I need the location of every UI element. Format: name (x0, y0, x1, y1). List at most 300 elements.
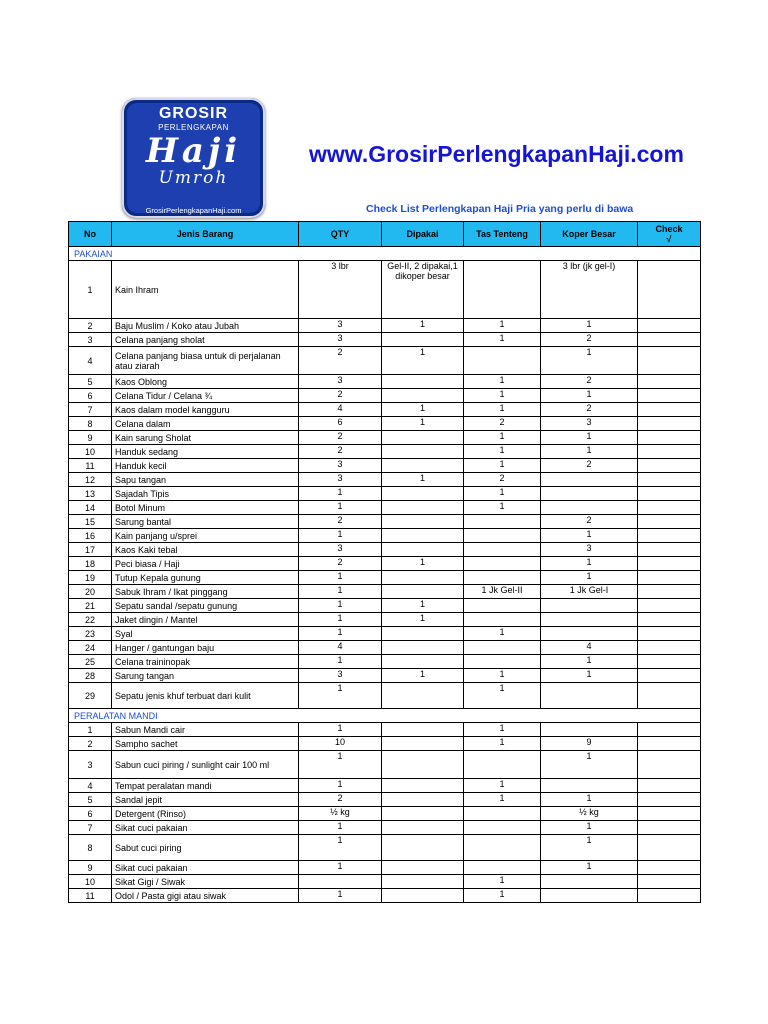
table-row (69, 487, 701, 501)
cell-qty: 10 (299, 737, 382, 751)
cell-check[interactable] (638, 319, 701, 333)
cell-qty: 3 (299, 333, 382, 347)
cell-tas-tenteng: 1 (464, 459, 541, 473)
cell-tas-tenteng (464, 557, 541, 571)
cell-dipakai (382, 333, 464, 347)
cell-check[interactable] (638, 445, 701, 459)
cell-koper-besar: 1 (541, 529, 638, 543)
cell-qty: 3 (299, 459, 382, 473)
table-row (69, 333, 701, 347)
table-row (69, 473, 701, 487)
cell-koper-besar (541, 613, 638, 627)
table-row (69, 543, 701, 557)
cell-tas-tenteng: 1 Jk Gel-II (464, 585, 541, 599)
cell-dipakai: 1 (382, 417, 464, 431)
cell-no: 5 (69, 793, 112, 807)
cell-qty: 1 (299, 751, 382, 779)
cell-check[interactable] (638, 751, 701, 779)
cell-koper-besar: 2 (541, 403, 638, 417)
table-row (69, 875, 701, 889)
cell-item: Hanger / gantungan baju (112, 641, 299, 655)
cell-koper-besar: 3 (541, 543, 638, 557)
cell-koper-besar (541, 487, 638, 501)
cell-no: 4 (69, 779, 112, 793)
cell-check[interactable] (638, 613, 701, 627)
cell-check[interactable] (638, 821, 701, 835)
cell-koper-besar (541, 599, 638, 613)
cell-check[interactable] (638, 807, 701, 821)
cell-koper-besar: 1 (541, 571, 638, 585)
table-row (69, 403, 701, 417)
cell-tas-tenteng: 1 (464, 889, 541, 903)
cell-dipakai (382, 375, 464, 389)
cell-item: Tempat peralatan mandi (112, 779, 299, 793)
table-row (69, 445, 701, 459)
cell-check[interactable] (638, 347, 701, 375)
cell-qty: 1 (299, 627, 382, 641)
cell-koper-besar: 3 (541, 417, 638, 431)
cell-item: Sandal jepit (112, 793, 299, 807)
cell-no: 21 (69, 599, 112, 613)
cell-no: 22 (69, 613, 112, 627)
cell-no: 14 (69, 501, 112, 515)
cell-qty: 3 (299, 543, 382, 557)
cell-check[interactable] (638, 779, 701, 793)
cell-item: Celana panjang sholat (112, 333, 299, 347)
cell-no: 8 (69, 417, 112, 431)
cell-item: Sepatu sandal /sepatu gunung (112, 599, 299, 613)
cell-dipakai (382, 627, 464, 641)
cell-tas-tenteng (464, 543, 541, 557)
brand-logo (122, 98, 265, 218)
table-row (69, 861, 701, 875)
cell-no: 16 (69, 529, 112, 543)
table-row (69, 627, 701, 641)
cell-tas-tenteng (464, 821, 541, 835)
cell-tas-tenteng: 1 (464, 875, 541, 889)
cell-koper-besar: ½ kg (541, 807, 638, 821)
table-row (69, 751, 701, 779)
cell-tas-tenteng: 2 (464, 417, 541, 431)
cell-item: Handuk sedang (112, 445, 299, 459)
cell-item: Handuk kecil (112, 459, 299, 473)
cell-dipakai (382, 501, 464, 515)
cell-koper-besar: 1 (541, 669, 638, 683)
table-row (69, 347, 701, 375)
cell-check[interactable] (638, 403, 701, 417)
cell-item: Sampho sachet (112, 737, 299, 751)
cell-item: Celana Tidur / Celana ¾ (112, 389, 299, 403)
table-row (69, 793, 701, 807)
site-title[interactable]: www.GrosirPerlengkapanHaji.com (309, 141, 684, 167)
logo-text-haji: Haji (145, 131, 242, 171)
table-row (69, 889, 701, 903)
cell-tas-tenteng: 1 (464, 793, 541, 807)
cell-tas-tenteng: 2 (464, 473, 541, 487)
cell-no: 7 (69, 821, 112, 835)
cell-dipakai (382, 875, 464, 889)
cell-tas-tenteng: 1 (464, 431, 541, 445)
cell-no: 1 (69, 723, 112, 737)
cell-koper-besar: 1 (541, 861, 638, 875)
cell-check[interactable] (638, 669, 701, 683)
cell-tas-tenteng (464, 861, 541, 875)
cell-tas-tenteng (464, 807, 541, 821)
cell-check[interactable] (638, 389, 701, 403)
cell-tas-tenteng (464, 751, 541, 779)
cell-check[interactable] (638, 737, 701, 751)
header-dipakai: Dipakai (382, 222, 464, 247)
cell-qty: 1 (299, 571, 382, 585)
cell-item: Detergent (Rinso) (112, 807, 299, 821)
cell-koper-besar: 1 (541, 751, 638, 779)
checkmark-icon: √ (666, 234, 672, 244)
cell-check[interactable] (638, 261, 701, 319)
cell-no: 24 (69, 641, 112, 655)
cell-tas-tenteng (464, 641, 541, 655)
header-no: No (69, 222, 112, 247)
checklist-sheet (68, 221, 700, 916)
table-row (69, 613, 701, 627)
cell-no: 5 (69, 375, 112, 389)
table-row (69, 459, 701, 473)
cell-no: 3 (69, 333, 112, 347)
table-row (69, 835, 701, 861)
cell-item: Sikat Gigi / Siwak (112, 875, 299, 889)
cell-dipakai (382, 889, 464, 903)
cell-tas-tenteng (464, 835, 541, 861)
cell-dipakai: 1 (382, 347, 464, 375)
cell-dipakai (382, 571, 464, 585)
cell-qty: 1 (299, 529, 382, 543)
table-header-row (69, 222, 701, 247)
cell-item: Kain panjang u/sprei (112, 529, 299, 543)
table-row (69, 599, 701, 613)
cell-qty: ½ kg (299, 807, 382, 821)
cell-koper-besar: 1 (541, 793, 638, 807)
cell-qty: 1 (299, 835, 382, 861)
cell-dipakai: 1 (382, 613, 464, 627)
cell-no: 20 (69, 585, 112, 599)
cell-qty: 2 (299, 793, 382, 807)
cell-tas-tenteng: 1 (464, 319, 541, 333)
cell-koper-besar (541, 779, 638, 793)
cell-qty: 1 (299, 487, 382, 501)
cell-koper-besar: 1 (541, 431, 638, 445)
cell-no: 1 (69, 261, 112, 319)
cell-qty: 1 (299, 599, 382, 613)
cell-qty (299, 875, 382, 889)
cell-no: 9 (69, 431, 112, 445)
cell-koper-besar: 2 (541, 333, 638, 347)
cell-check[interactable] (638, 375, 701, 389)
cell-check[interactable] (638, 459, 701, 473)
header-koper-besar: Koper Besar (541, 222, 638, 247)
cell-qty: 3 (299, 375, 382, 389)
logo-text-url: GrosirPerlengkapanHaji.com (145, 206, 242, 215)
cell-no: 13 (69, 487, 112, 501)
cell-dipakai: 1 (382, 599, 464, 613)
cell-qty: 2 (299, 347, 382, 375)
cell-tas-tenteng: 1 (464, 333, 541, 347)
table-row (69, 669, 701, 683)
cell-dipakai (382, 431, 464, 445)
table-row (69, 807, 701, 821)
cell-item: Sepatu jenis khuf terbuat dari kulit (112, 683, 299, 709)
cell-item: Sabuk Ihram / Ikat pinggang (112, 585, 299, 599)
cell-dipakai: 1 (382, 557, 464, 571)
cell-tas-tenteng: 1 (464, 627, 541, 641)
cell-check[interactable] (638, 599, 701, 613)
cell-koper-besar (541, 683, 638, 709)
cell-check[interactable] (638, 641, 701, 655)
table-row (69, 557, 701, 571)
cell-item: Syal (112, 627, 299, 641)
cell-tas-tenteng: 1 (464, 779, 541, 793)
table-row (69, 431, 701, 445)
cell-qty: 3 lbr (299, 261, 382, 319)
cell-no: 12 (69, 473, 112, 487)
cell-koper-besar: 1 (541, 821, 638, 835)
cell-check[interactable] (638, 571, 701, 585)
cell-qty: 1 (299, 501, 382, 515)
cell-koper-besar: 1 (541, 347, 638, 375)
cell-check[interactable] (638, 627, 701, 641)
cell-check[interactable] (638, 501, 701, 515)
cell-item: Kain sarung Sholat (112, 431, 299, 445)
cell-item: Sabut cuci piring (112, 835, 299, 861)
cell-check[interactable] (638, 515, 701, 529)
cell-qty: 3 (299, 319, 382, 333)
cell-no: 6 (69, 807, 112, 821)
cell-item: Sarung tangan (112, 669, 299, 683)
cell-dipakai (382, 807, 464, 821)
table-row (69, 821, 701, 835)
cell-item: Jaket dingin / Mantel (112, 613, 299, 627)
cell-tas-tenteng (464, 261, 541, 319)
table-body (69, 247, 701, 903)
cell-no: 8 (69, 835, 112, 861)
cell-tas-tenteng (464, 347, 541, 375)
cell-koper-besar: 1 (541, 445, 638, 459)
cell-koper-besar: 1 (541, 389, 638, 403)
document-title: Check List Perlengkapan Haji Pria yang perlu di bawa (366, 203, 634, 215)
cell-check[interactable] (638, 875, 701, 889)
cell-dipakai (382, 515, 464, 529)
cell-check[interactable] (638, 585, 701, 599)
cell-check[interactable] (638, 333, 701, 347)
cell-tas-tenteng: 1 (464, 403, 541, 417)
cell-check[interactable] (638, 835, 701, 861)
cell-koper-besar: 2 (541, 515, 638, 529)
cell-dipakai: Gel-II, 2 dipakai,1 dikoper besar (382, 261, 464, 319)
cell-koper-besar: 1 (541, 835, 638, 861)
cell-koper-besar (541, 627, 638, 641)
cell-dipakai (382, 779, 464, 793)
cell-item: Celana dalam (112, 417, 299, 431)
cell-no: 2 (69, 737, 112, 751)
cell-no: 4 (69, 347, 112, 375)
cell-item: Sikat cuci pakaian (112, 861, 299, 875)
header-check-label: Check (655, 224, 683, 234)
cell-tas-tenteng: 1 (464, 737, 541, 751)
cell-dipakai: 1 (382, 473, 464, 487)
cell-qty: 2 (299, 557, 382, 571)
cell-dipakai: 1 (382, 319, 464, 333)
cell-qty: 1 (299, 613, 382, 627)
cell-dipakai (382, 835, 464, 861)
cell-qty: 1 (299, 683, 382, 709)
section-title: PAKAIAN (69, 247, 701, 261)
cell-qty: 1 (299, 861, 382, 875)
cell-check[interactable] (638, 543, 701, 557)
cell-item: Kaos dalam model kangguru (112, 403, 299, 417)
cell-qty: 4 (299, 403, 382, 417)
cell-check[interactable] (638, 473, 701, 487)
logo-text-grosir: GROSIR (158, 105, 229, 122)
cell-koper-besar (541, 889, 638, 903)
logo-text-perlengkapan: PERLENGKAPAN (158, 123, 229, 132)
cell-item: Tutup Kepala gunung (112, 571, 299, 585)
cell-tas-tenteng (464, 529, 541, 543)
cell-tas-tenteng (464, 515, 541, 529)
cell-no: 7 (69, 403, 112, 417)
table-row (69, 655, 701, 669)
cell-dipakai (382, 751, 464, 779)
cell-item: Botol Minum (112, 501, 299, 515)
cell-dipakai (382, 683, 464, 709)
cell-dipakai (382, 487, 464, 501)
cell-qty: 1 (299, 723, 382, 737)
cell-check[interactable] (638, 487, 701, 501)
table-row (69, 585, 701, 599)
cell-koper-besar: 1 (541, 557, 638, 571)
header-qty: QTY (299, 222, 382, 247)
header-check (638, 222, 701, 247)
cell-check[interactable] (638, 557, 701, 571)
cell-koper-besar: 4 (541, 641, 638, 655)
cell-item: Kain Ihram (112, 261, 299, 319)
cell-tas-tenteng (464, 571, 541, 585)
cell-dipakai (382, 821, 464, 835)
cell-tas-tenteng: 1 (464, 501, 541, 515)
cell-item: Celana panjang biasa untuk di perjalanan atau ziarah (112, 347, 299, 375)
cell-no: 28 (69, 669, 112, 683)
cell-dipakai (382, 793, 464, 807)
cell-no: 11 (69, 889, 112, 903)
cell-qty: 3 (299, 669, 382, 683)
cell-dipakai (382, 861, 464, 875)
cell-qty: 1 (299, 889, 382, 903)
table-row (69, 375, 701, 389)
cell-check[interactable] (638, 655, 701, 669)
cell-qty: 3 (299, 473, 382, 487)
cell-no: 6 (69, 389, 112, 403)
table-row (69, 319, 701, 333)
cell-tas-tenteng (464, 599, 541, 613)
cell-koper-besar (541, 875, 638, 889)
cell-item: Sikat cuci pakaian (112, 821, 299, 835)
cell-koper-besar: 1 (541, 655, 638, 669)
table-row (69, 501, 701, 515)
cell-tas-tenteng: 1 (464, 375, 541, 389)
cell-item: Sajadah Tipis (112, 487, 299, 501)
cell-dipakai (382, 459, 464, 473)
table-row (69, 723, 701, 737)
cell-dipakai (382, 445, 464, 459)
cell-tas-tenteng (464, 655, 541, 669)
cell-qty: 2 (299, 445, 382, 459)
cell-dipakai (382, 737, 464, 751)
cell-qty: 1 (299, 655, 382, 669)
cell-no: 9 (69, 861, 112, 875)
cell-check[interactable] (638, 431, 701, 445)
cell-no: 10 (69, 875, 112, 889)
cell-koper-besar: 2 (541, 375, 638, 389)
logo-text-umroh: Umroh (158, 168, 229, 188)
cell-dipakai: 1 (382, 403, 464, 417)
section-header-row (69, 709, 701, 723)
cell-check[interactable] (638, 683, 701, 709)
table-row (69, 737, 701, 751)
cell-no: 23 (69, 627, 112, 641)
cell-check[interactable] (638, 417, 701, 431)
cell-item: Celana traininopak (112, 655, 299, 669)
cell-no: 29 (69, 683, 112, 709)
cell-check[interactable] (638, 861, 701, 875)
cell-tas-tenteng (464, 613, 541, 627)
cell-dipakai (382, 655, 464, 669)
header-tas-tenteng: Tas Tenteng (464, 222, 541, 247)
table-row (69, 641, 701, 655)
cell-item: Baju Muslim / Koko atau Jubah (112, 319, 299, 333)
cell-no: 18 (69, 557, 112, 571)
cell-item: Sarung bantal (112, 515, 299, 529)
cell-check[interactable] (638, 793, 701, 807)
cell-dipakai (382, 585, 464, 599)
cell-qty: 2 (299, 389, 382, 403)
cell-qty: 2 (299, 515, 382, 529)
cell-check[interactable] (638, 529, 701, 543)
cell-dipakai (382, 389, 464, 403)
cell-tas-tenteng: 1 (464, 389, 541, 403)
cell-dipakai: 1 (382, 669, 464, 683)
cell-koper-besar (541, 473, 638, 487)
checklist-table (68, 221, 701, 903)
cell-no: 17 (69, 543, 112, 557)
table-row (69, 683, 701, 709)
cell-koper-besar: 9 (541, 737, 638, 751)
table-row (69, 417, 701, 431)
section-header-row (69, 247, 701, 261)
cell-item: Peci biasa / Haji (112, 557, 299, 571)
cell-check[interactable] (638, 723, 701, 737)
cell-dipakai (382, 543, 464, 557)
table-row (69, 515, 701, 529)
table-row (69, 529, 701, 543)
cell-item: Sabun Mandi cair (112, 723, 299, 737)
cell-item: Sabun cuci piring / sunlight cair 100 ml (112, 751, 299, 779)
cell-no: 2 (69, 319, 112, 333)
cell-item: Odol / Pasta gigi atau siwak (112, 889, 299, 903)
cell-no: 19 (69, 571, 112, 585)
cell-tas-tenteng: 1 (464, 487, 541, 501)
cell-dipakai (382, 529, 464, 543)
cell-dipakai (382, 723, 464, 737)
cell-qty: 1 (299, 585, 382, 599)
cell-tas-tenteng: 1 (464, 723, 541, 737)
cell-check[interactable] (638, 889, 701, 903)
